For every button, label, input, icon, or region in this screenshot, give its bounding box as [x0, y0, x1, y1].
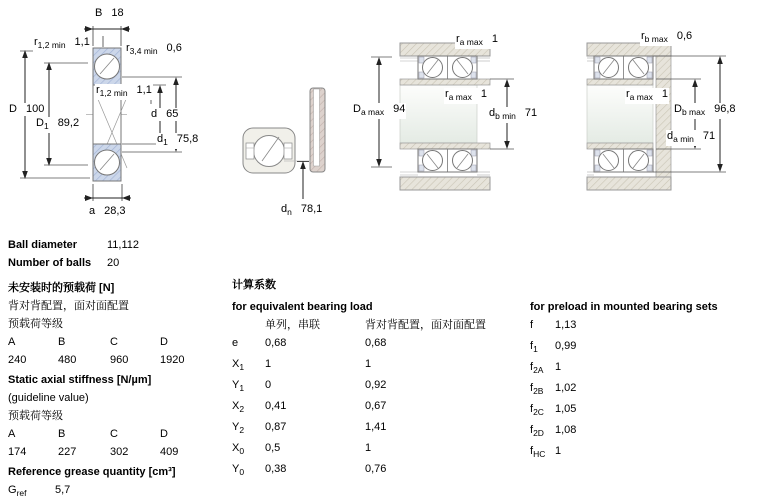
preload-factor-row-f1: $f_1$ 0,99: [530, 340, 577, 354]
col-header: D: [160, 336, 168, 348]
preload-unmounted-section: [8, 279, 230, 369]
basic-specs: [8, 236, 230, 272]
col-header: D: [160, 428, 168, 440]
factor-row-X1: $X_1$ 1 1: [232, 358, 372, 372]
cell-value: 240: [8, 354, 27, 366]
dim-label-rb-max: $r_{b max}$ 0,6: [641, 30, 693, 44]
col-header: A: [8, 336, 16, 348]
factors-subtitle: for equivalent bearing load: [232, 301, 373, 313]
stiffness-line1: (guideline value): [8, 392, 89, 404]
col-header: B: [58, 428, 66, 440]
dim-label-dn: $d_n$ 78,1: [281, 203, 323, 217]
cell-value: 480: [58, 354, 77, 366]
preload-line1: 背对背配置，面对面配置: [8, 300, 129, 312]
col-header: C: [110, 428, 118, 440]
factor-row-Y1: $Y_1$ 0 0,92: [232, 379, 387, 393]
factor-row-Y0: $Y_0$ 0,38 0,76: [232, 463, 387, 477]
dim-label-d: d 65: [151, 108, 179, 120]
factors-col1-header: 单列，串联: [265, 319, 320, 331]
stiffness-header-row: [8, 425, 230, 443]
cell-value: 960: [110, 354, 129, 366]
dim-label-B: B 18: [94, 7, 125, 23]
ball-diameter-label: Ball diameter: [8, 239, 78, 251]
factors-title: 计算系数: [232, 279, 276, 291]
preload-values-row: [8, 351, 230, 369]
preload-line2: 预载荷等级: [8, 318, 63, 330]
stiffness-values-row: [8, 443, 230, 461]
calculation-factors-section: [232, 276, 522, 481]
preload-factor-row-f2B: $f_{2B}$ 1,02: [530, 382, 577, 396]
preload-factor-row-f: f 1,13: [530, 319, 577, 331]
factors-col2-header: 背对背配置，面对面配置: [365, 319, 486, 331]
factor-row-e: e 0,68 0,68: [232, 337, 387, 349]
dim-label-ra-max-top: $r_{a max}$ 1: [456, 33, 498, 47]
cell-value: 409: [160, 446, 179, 458]
drawing-abutment-view: [243, 88, 325, 199]
number-of-balls-label: Number of balls: [8, 257, 92, 269]
ball-diameter-value: 11,112: [107, 239, 140, 251]
preload-factor-row-f2A: $f_{2A}$ 1: [530, 361, 562, 375]
preload-factors-title: for preload in mounted bearing sets: [530, 301, 718, 313]
factor-row-X0: $X_0$ 0,5 1: [232, 442, 372, 456]
dim-label-d1: $d_1$ 75,8: [157, 133, 199, 147]
dim-label-r34: $r_{3,4 min}$ 0,6: [126, 42, 182, 56]
cell-value: 174: [8, 446, 27, 458]
stiffness-section: [8, 371, 230, 461]
cell-value: 302: [110, 446, 129, 458]
number-of-balls-value: 20: [107, 257, 120, 269]
preload-title: 未安装时的预载荷 [N]: [8, 282, 115, 294]
cell-value: 1920: [160, 354, 185, 366]
factor-row-X2: $X_2$ 0,41 0,67: [232, 400, 387, 414]
dim-label-D: D 100: [9, 103, 45, 115]
col-header: A: [8, 428, 16, 440]
grease-title: Reference grease quantity [cm³]: [8, 466, 176, 478]
grease-label: $G_{ref}$: [8, 484, 27, 498]
grease-section: [8, 463, 230, 502]
ball-diameter-row: [8, 236, 230, 254]
preload-factors-section: [530, 298, 760, 463]
number-of-balls-row: [8, 254, 230, 272]
dim-label-D1: $D_1$ 89,2: [36, 117, 80, 131]
dim-label-Db-max: $D_{b max}$ 96,8: [674, 103, 736, 117]
factors-header-row: [232, 316, 522, 334]
col-header: C: [110, 336, 118, 348]
preload-factor-row-f2D: $f_{2D}$ 1,08: [530, 424, 577, 438]
col-header: B: [58, 336, 66, 348]
factor-row-Y2: $Y_2$ 0,87 1,41: [232, 421, 387, 435]
dim-label-da-min: $d_{a min}$ 71: [667, 130, 716, 144]
dim-label-r12-top: $r_{1,2 min}$ 1,1: [34, 36, 90, 50]
dim-label-ra-max-right: $r_{a max}$ 1: [626, 88, 668, 102]
dim-label-Da-max: $D_{a max}$ 94: [353, 103, 406, 117]
grease-row: [8, 481, 230, 502]
stiffness-title: Static axial stiffness [N/µm]: [8, 374, 152, 386]
dim-label-db-min: $d_{b min}$ 71: [489, 107, 538, 121]
cell-value: 227: [58, 446, 77, 458]
dim-label-r12-mid: $r_{1,2 min}$ 1,1: [96, 84, 152, 98]
dim-label-a: a 28,3: [89, 205, 126, 217]
preload-factor-row-f2C: $f_{2C}$ 1,05: [530, 403, 577, 417]
stiffness-line2: 预载荷等级: [8, 410, 63, 422]
dim-label-ra-max-mid: $r_{a max}$ 1: [445, 88, 487, 102]
grease-value: 5,7: [55, 484, 71, 496]
preload-factor-row-fHC: $f_{HC}$ 1: [530, 445, 562, 459]
preload-header-row: [8, 333, 230, 351]
